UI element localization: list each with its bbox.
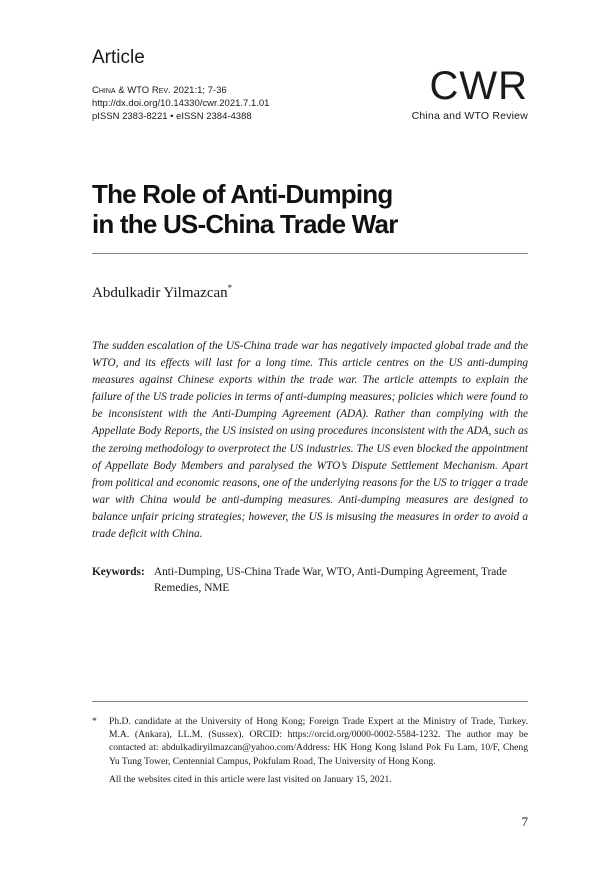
keywords-label: Keywords: xyxy=(92,566,145,578)
page-number: 7 xyxy=(521,814,528,829)
logo-mark: CWR xyxy=(429,64,528,108)
keywords-block xyxy=(92,564,528,596)
footnote-text: Ph.D. candidate at the University of Hong Kong; Foreign Trade Expert at the Ministry of Trade, Turkey. M.A. (Ankara), LL.M. (Sussex). ORCID: https://orcid.org/0000-0002-5584-1232. The author may be contacted at: abdulkadiryilmazcan@yahoo.com/Address: HK Hong Kong Island Pok Fu Lam, 10/F, Cheng Yu Tung Tower, Centennial Campus, Pokfulam Road, The University of Hong Kong. xyxy=(109,716,528,767)
title-line-2: in the US-China Trade War xyxy=(92,209,398,239)
footnote-divider xyxy=(92,701,528,702)
websites-note: All the websites cited in this article were last visited on January 15, 2021. xyxy=(109,773,392,785)
footnote-mark: * xyxy=(92,716,97,727)
article-type-label: Article xyxy=(92,47,145,68)
citation-ref: 2021:1; 7-36 xyxy=(170,85,227,96)
title-line-1: The Role of Anti-Dumping xyxy=(92,179,393,209)
issn-line: pISSN 2383-8221 • eISSN 2384-4388 xyxy=(92,111,252,122)
title-divider xyxy=(92,253,528,254)
journal-logo xyxy=(412,66,528,122)
abstract: The sudden escalation of the US-China trade war has negatively impacted global trade and the WTO, and its effects will last for a long time. This article centres on the US anti-dumping measures against Chinese exports within the trade war. The article attempts to explain the failure of the US trade policies in terms of anti-dumping measures; policies which were found to be inconsistent with the Anti-Dumping Agreement (ADA). Rather than complying with the Appellate Body Reports, the US insisted on using procedures inconsistent with the ADA, such as the zeroing methodology to overprotect the US industries. The US even blocked the appointment of Appellate Body Members and paralysed the WTO’s Dispute Settlement Mechanism. Apart from political and economic reasons, one of the underlying reasons for the US to trigger a trade war with China would be anti-dumping measures. Anti-dumping measures are designed to balance unfair pricing strategies; however, the US is misusing the measures in order to avoid a trade deficit with China. xyxy=(92,340,528,541)
journal-abbrev: China & WTO Rev. xyxy=(92,85,171,96)
doi-link[interactable]: http://dx.doi.org/10.14330/cwr.2021.7.1.01 xyxy=(92,98,270,109)
article-title xyxy=(92,179,522,239)
citation-line xyxy=(92,84,269,97)
footnote xyxy=(92,715,528,786)
author-text: Abdulkadir Yilmazcan xyxy=(92,285,228,301)
author-footnote-mark[interactable]: * xyxy=(227,283,233,293)
logo-subtitle: China and WTO Review xyxy=(411,110,528,122)
author-name xyxy=(92,283,232,302)
citation-block xyxy=(92,84,269,123)
keywords-list: Anti-Dumping, US-China Trade War, WTO, Anti-Dumping Agreement, Trade Remedies, NME xyxy=(154,566,507,594)
